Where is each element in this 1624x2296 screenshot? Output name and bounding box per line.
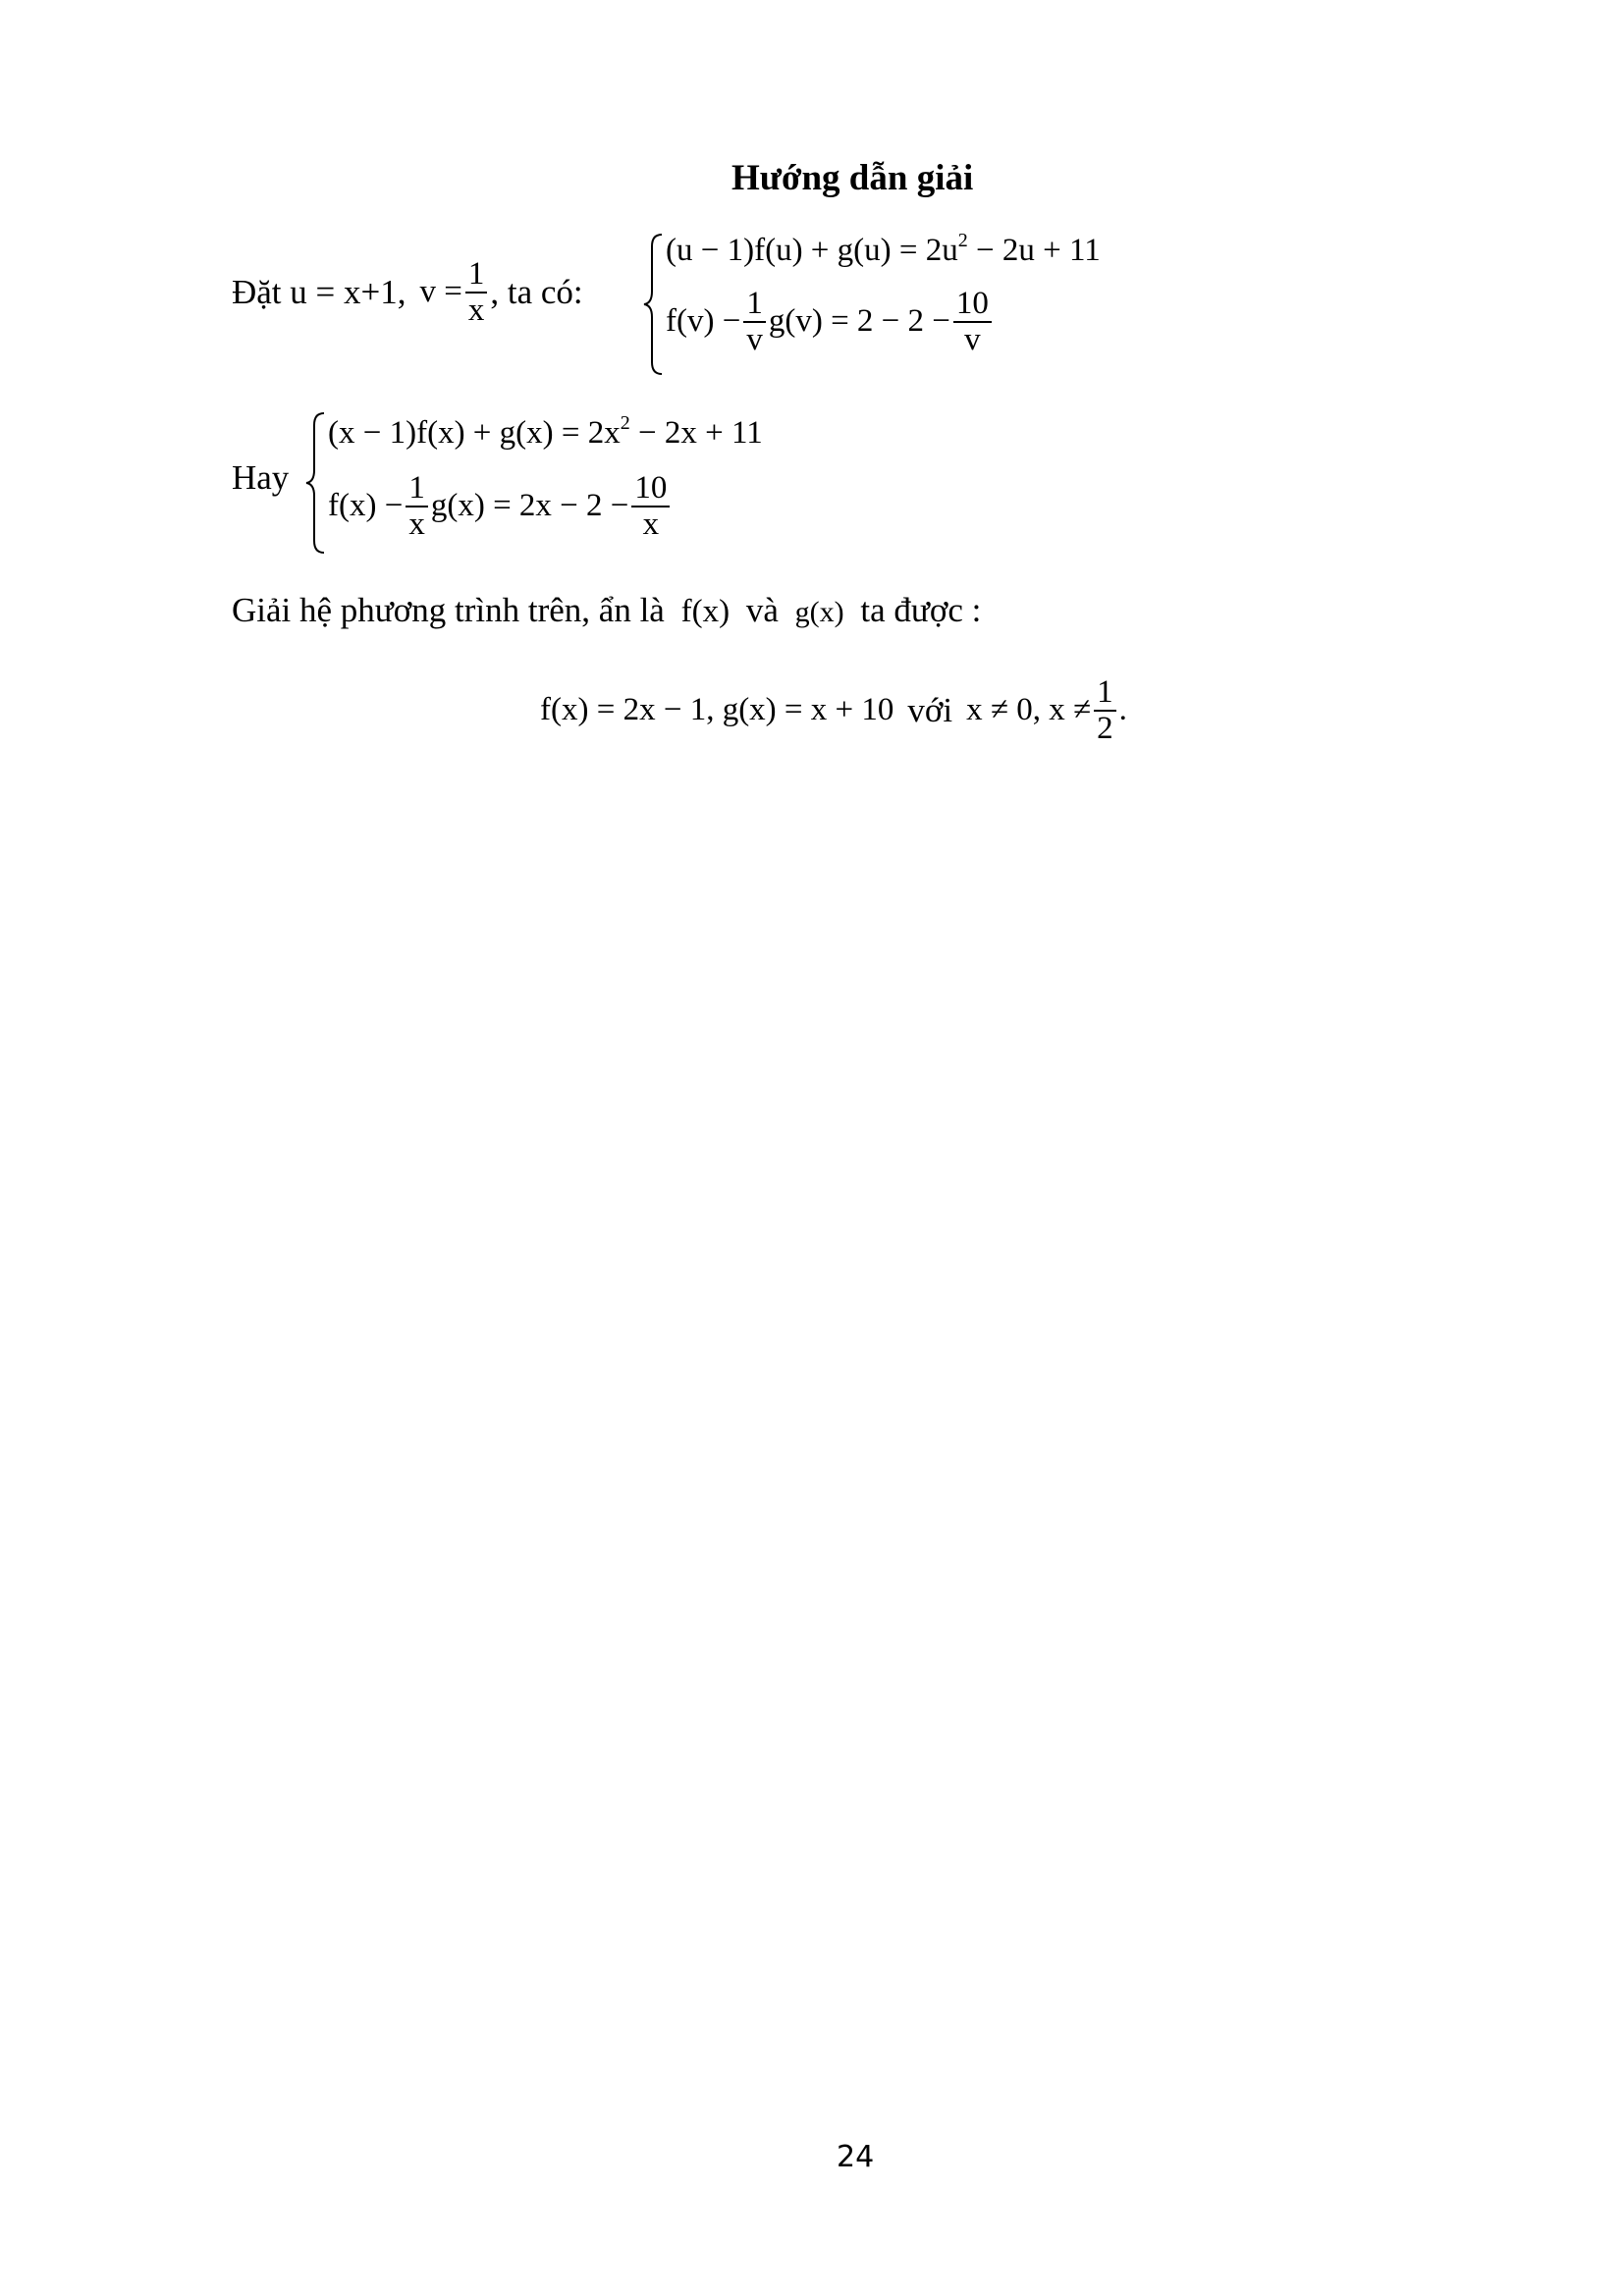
instruction-text-a: Giải hệ phương trình trên, ẩn là	[232, 591, 665, 629]
system-2-eq1-part-a: (x − 1)f(x) + g(x) = 2x	[328, 415, 621, 451]
system-1-eq1-part-b: − 2u + 11	[967, 233, 1101, 268]
system-2-eq2-part-a: f(x) −	[328, 488, 404, 524]
fraction-denominator: v	[964, 321, 981, 357]
result-period: .	[1118, 692, 1127, 728]
instruction-text-c: ta được :	[860, 591, 982, 629]
system-2-eq2-part-b: g(x) = 2x − 2 −	[430, 488, 629, 524]
substitution-line	[232, 257, 583, 327]
system-1-eq2-fraction-1	[743, 287, 766, 356]
system-1-eq2-part-b: g(v) = 2 − 2 −	[768, 303, 950, 340]
result-fraction	[1094, 675, 1116, 745]
unknown-g: g(x)	[794, 596, 844, 628]
fraction-numerator: 10	[953, 287, 992, 323]
system-1-eq2-part-a: f(v) −	[666, 303, 741, 340]
hay-label: Hay	[232, 458, 290, 497]
v-fraction	[465, 257, 488, 327]
v-denominator: x	[467, 292, 485, 328]
fraction-denominator: x	[408, 506, 425, 542]
system-2-equation-1	[328, 412, 763, 452]
fraction-denominator: x	[642, 506, 660, 542]
system-1-equation-2	[666, 287, 995, 356]
system-1-eq1-part-a: (u − 1)f(u) + g(u) = 2u	[666, 233, 958, 268]
system-2-eq1-exponent: 2	[620, 412, 630, 434]
solve-instruction-line	[232, 591, 981, 630]
page-number: 24	[837, 2140, 875, 2174]
system-2-eq1-part-b: − 2x + 11	[629, 415, 763, 451]
result-voi: với	[907, 690, 953, 729]
system-2-eq2-fraction-2	[631, 471, 670, 541]
system-2-equation-2	[328, 471, 673, 541]
result-line	[540, 675, 1127, 745]
unknown-f: f(x)	[680, 594, 731, 629]
v-numerator: 1	[465, 257, 488, 294]
substitution-prefix: Đặt u = x+1,	[232, 272, 406, 311]
result-equations: f(x) = 2x − 1, g(x) = x + 10	[540, 692, 894, 728]
fraction-numerator: 10	[631, 471, 670, 507]
result-condition: x ≠ 0, x ≠	[966, 692, 1092, 728]
fraction-denominator: v	[746, 321, 763, 357]
system-2-brace	[304, 409, 328, 557]
fraction-numerator: 1	[743, 287, 766, 323]
system-2-eq2-fraction-1	[406, 471, 428, 541]
system-1-eq1-exponent: 2	[957, 230, 968, 251]
system-1-eq2-fraction-2	[953, 287, 992, 356]
system-1-brace	[642, 231, 666, 378]
fraction-numerator: 1	[406, 471, 428, 507]
fraction-numerator: 1	[1094, 675, 1116, 712]
v-lhs: v =	[419, 274, 462, 310]
substitution-suffix: , ta có:	[490, 272, 583, 311]
fraction-denominator: 2	[1097, 710, 1113, 746]
solution-heading: Hướng dẫn giải	[731, 158, 974, 198]
instruction-text-b: và	[745, 591, 779, 629]
system-1-equation-1	[666, 230, 1101, 269]
